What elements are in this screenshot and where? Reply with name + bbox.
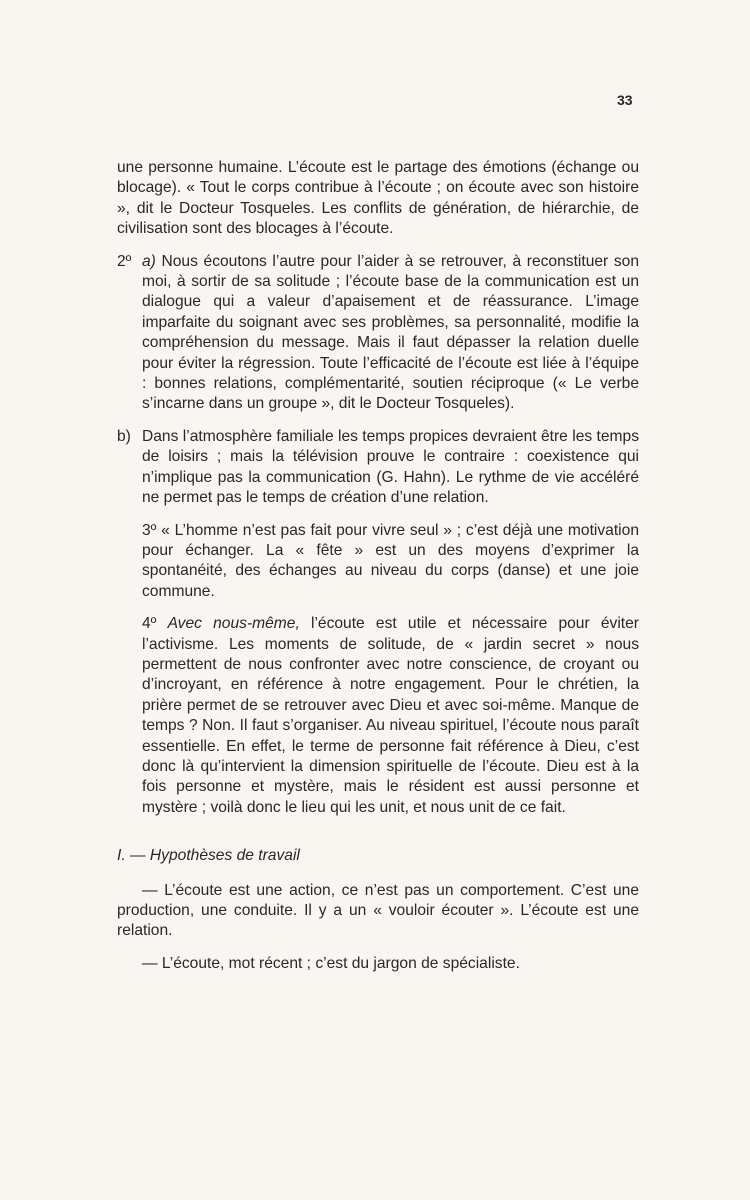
dash-item-1: — L’écoute est une action, ce n’est pas un comportement. C’est une production, une conduite. Il y a un « vouloir écouter ». L’écoute est une relation. xyxy=(117,881,639,940)
item-2b xyxy=(117,427,639,509)
paragraph-4-text: l’écoute est utile et nécessaire pour éviter l’activisme. Les moments de solitude, de « jardin secret » nous permettent de nous confronter avec notre conscience, de croyant ou d’incroyant, en référence à notre engagement. Pour le chrétien, la prière permet de se retrouver avec Dieu et avec soi-même. Manque de temps ? Non. Il faut s’organiser. Au niveau spirituel, l’écoute nous paraît essentielle. En effet, le terme de personne fait référence à Dieu, c’est donc là qu’intervient la dimension spirituelle de l’écoute. Dieu est à la fois personne et mystère, mais le résident est aussi personne et mystère ; voilà donc le lieu qui les unit, et nous unit de ce fait. xyxy=(142,615,639,816)
item-2a-body xyxy=(142,252,639,415)
item-2a-letter: a) xyxy=(142,252,156,270)
item-2a xyxy=(117,252,639,415)
item-2b-marker: b) xyxy=(117,427,131,445)
paragraph-4-emphasis: Avec nous-même, xyxy=(167,615,300,633)
paragraph-4-lead: 4º xyxy=(142,615,168,633)
dash-item-2: — L’écoute, mot récent ; c’est du jargon de spécialiste. xyxy=(142,954,520,972)
paragraph-3: 3º « L’homme n’est pas fait pour vivre seul » ; c’est déjà une motivation pour échanger. La « fête » est un des moyens d’exprimer la spontanéité, des échanges au niveau du corps (danse) et une joie commune. xyxy=(142,521,639,600)
section-heading: I. — Hypothèses de travail xyxy=(117,847,300,865)
item-2b-text: Dans l’atmosphère familiale les temps propices devraient être les temps de loisirs ; mais la télévision prouve le contraire : coexistence qui n’implique pas la communication (G. Hahn). Le rythme de vie accéléré ne permet pas le temps de création d’une relation. xyxy=(142,427,639,507)
paragraph-1: une personne humaine. L’écoute est le partage des émotions (échange ou blocage). « Tout le corps contribue à l’écoute ; on écoute avec son histoire », dit le Docteur Tosqueles. Les conflits de génération, de hiérarchie, de civilisation sont des blocages à l’écoute. xyxy=(117,159,639,238)
paragraph-4 xyxy=(117,614,639,818)
body-text xyxy=(117,158,639,986)
item-2a-text: Nous écoutons l’autre pour l’aider à se retrouver, à reconstituer son moi, à sortir de sa solitude ; l’écoute base de la communication est un dialogue qui a valeur d’apaisement et de réassurance. L’image imparfaite du soignant avec ses problèmes, sa personnalité, modifie la compréhension du message. Mais il faut dépasser la relation duelle pour éviter la régression. Toute l’efficacité de l’écoute est liée à l’équipe : bonnes relations, complémentarité, soutien réciproque (« Le verbe s’incarne dans un groupe », dit le Docteur Tosqueles). xyxy=(142,252,639,413)
page-number: 33 xyxy=(617,92,633,108)
item-2a-marker: 2º xyxy=(117,252,132,270)
